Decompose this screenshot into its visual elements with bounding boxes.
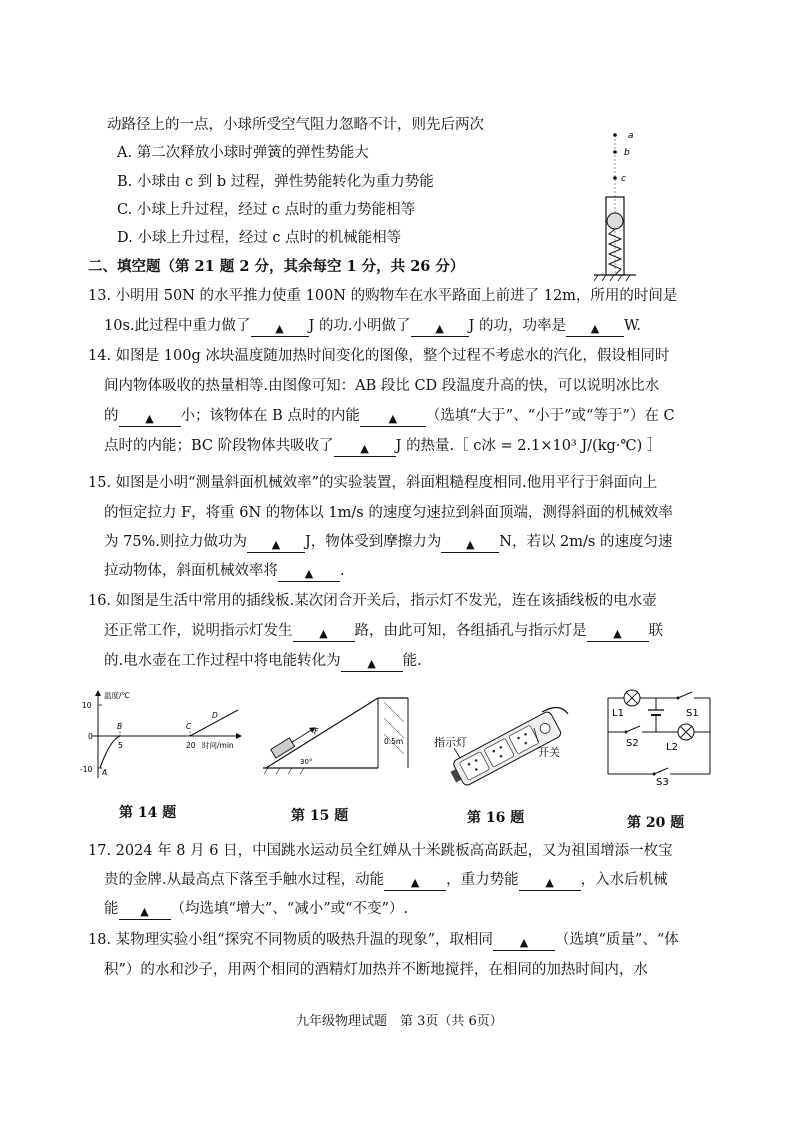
fig20-label-s2: S2 [626,738,639,749]
q13-line2: 10s.此过程中重力做了 ▲ J 的功.小明做了 ▲ J 的功，功率是 ▲ W. [104,318,641,335]
answer-blank[interactable]: ▲ [384,876,446,891]
q17-line2: 贵的金牌.从最高点下落至手触水过程，动能 ▲ ，重力势能 ▲ ，入水后机械 [104,872,668,889]
answer-blank[interactable]: ▲ [251,322,309,337]
fig15-angle: 30° [300,758,313,766]
caption-fig16: 第 16 题 [467,810,525,826]
answer-blank[interactable]: ▲ [566,322,624,337]
q13-line1: 13. 小明用 50N 的水平推力使重 100N 的购物车在水平路面上前进了 12m，所用的时间是 [88,288,678,304]
fig14-point-d: D [212,711,218,720]
fig20-label-s3: S3 [656,777,669,786]
fig14-xtick: 20 [186,741,196,750]
q14-line1: 14. 如图是 100g 冰块温度随加热时间变化的图像，整个过程不考虑水的汽化，假设相同时 [88,348,670,364]
caption-fig15: 第 15 题 [291,808,349,824]
q14-line3: 的 ▲ 小；该物体在 B 点时的内能 ▲ （选填“大于”、“小于”或“等于”）在 C [104,408,675,425]
q17-line3: 能 ▲ （均选填“增大”、“减小”或“不变”）. [104,901,409,918]
q16-line2: 还正常工作，说明指示灯发生 ▲ 路，由此可知，各组插孔与指示灯是 ▲ 联 [104,623,663,640]
caption-fig20: 第 20 题 [627,815,685,831]
fig20-label-l1: L1 [612,708,624,719]
answer-blank[interactable]: ▲ [334,442,396,457]
q14-line2: 间内物体吸收的热量相等.由图像可知：AB 段比 CD 段温度升高的快，可以说明冰比水 [104,378,660,394]
fig14-ylabel: 温度/℃ [104,691,130,700]
q12-option-a: A. 第二次释放小球时弹簧的弹性势能大 [117,145,369,161]
section-title: 二、填空题（第 21 题 2 分，其余每空 1 分，共 26 分） [88,258,465,275]
q12-stem-end: 动路径上的一点，小球所受空气阻力忽略不计，则先后两次 [107,117,484,133]
fig14-xlabel: 时间/min [202,741,234,750]
fig15-force: F [314,727,319,736]
fig14-point-b: B [117,722,123,731]
answer-blank[interactable]: ▲ [119,412,181,427]
q12-option-c: C. 小球上升过程，经过 c 点时的重力势能相等 [117,202,416,218]
q15-line1: 15. 如图是小明“测量斜面机械效率”的实验装置，斜面粗糙程度相同.他用平行于斜面向上 [88,475,658,491]
fig16-indicator-label: 指示灯 [434,736,467,749]
fig20-label-l2: L2 [666,742,678,753]
answer-blank[interactable]: ▲ [119,905,171,920]
answer-blank[interactable]: ▲ [341,657,403,672]
q16-line1: 16. 如图是生活中常用的插线板.某次闭合开关后，指示灯不发光，连在该插线板的电水壶 [88,593,657,609]
q15-line4: 拉动物体，斜面机械效率将 ▲ . [104,563,345,580]
label-c: c [621,174,626,184]
answer-blank[interactable]: ▲ [587,627,649,642]
q17-line1: 17. 2024 年 8 月 6 日，中国跳水运动员全红婵从十米跳板高高跃起，又为祖国增添一枚宝 [88,843,673,859]
fig20-label-s1: S1 [686,708,699,719]
label-a: a [628,131,634,141]
q18-line1: 18. 某物理实验小组“探究不同物质的吸热升温的现象”，取相同 ▲ （选填“质量”、“体 [88,932,679,949]
answer-blank[interactable]: ▲ [493,936,555,951]
fig14-ytick: -10 [80,765,93,774]
caption-fig14: 第 14 题 [119,805,177,821]
fig14-xtick: 5 [118,741,123,750]
fig16-switch-label: 开关 [538,746,560,759]
answer-blank[interactable]: ▲ [293,627,355,642]
fig14-ytick: 0 [88,732,93,741]
fig14-ytick: 10 [82,701,92,710]
answer-blank[interactable]: ▲ [519,876,581,891]
fig14-point-c: C [186,722,192,731]
fig14-graph [60,688,250,783]
fig14-point-a: A [102,768,108,777]
q12-option-d: D. 小球上升过程，经过 c 点时的机械能相等 [117,230,402,246]
answer-blank[interactable]: ▲ [247,538,305,553]
q12-option-b: B. 小球由 c 到 b 过程，弹性势能转化为重力势能 [117,174,434,190]
fig16-power-strip [430,692,590,787]
fig20-circuit [600,686,718,786]
fig15-height: 0.5m [384,737,404,746]
q14-line4: 点时的内能；BC 阶段物体共吸收了 ▲ J 的热量.［ c冰 = 2.1×10³ J/(kg·℃) ］ [104,438,662,455]
q16-line3: 的.电水壶在工作过程中将电能转化为 ▲ 能. [104,653,422,670]
answer-blank[interactable]: ▲ [278,567,340,582]
answer-blank[interactable]: ▲ [360,412,426,427]
q12-spring-figure [590,125,650,285]
q15-line2: 的恒定拉力 F，将重 6N 的物体以 1m/s 的速度匀速拉到斜面顶端，测得斜面的机械效率 [104,505,673,521]
page-footer: 九年级物理试题 第 3页（共 6页） [296,1014,503,1029]
answer-blank[interactable]: ▲ [441,538,499,553]
answer-blank[interactable]: ▲ [411,322,469,337]
q18-line2: 积”）的水和沙子，用两个相同的酒精灯加热并不断地搅拌，在相同的加热时间内，水 [104,962,648,978]
q15-line3: 为 75%.则拉力做功为 ▲ J，物体受到摩擦力为 ▲ N，若以 2m/s 的速度匀速 [104,534,673,551]
fig15-incline [258,688,423,783]
label-b: b [624,148,630,158]
